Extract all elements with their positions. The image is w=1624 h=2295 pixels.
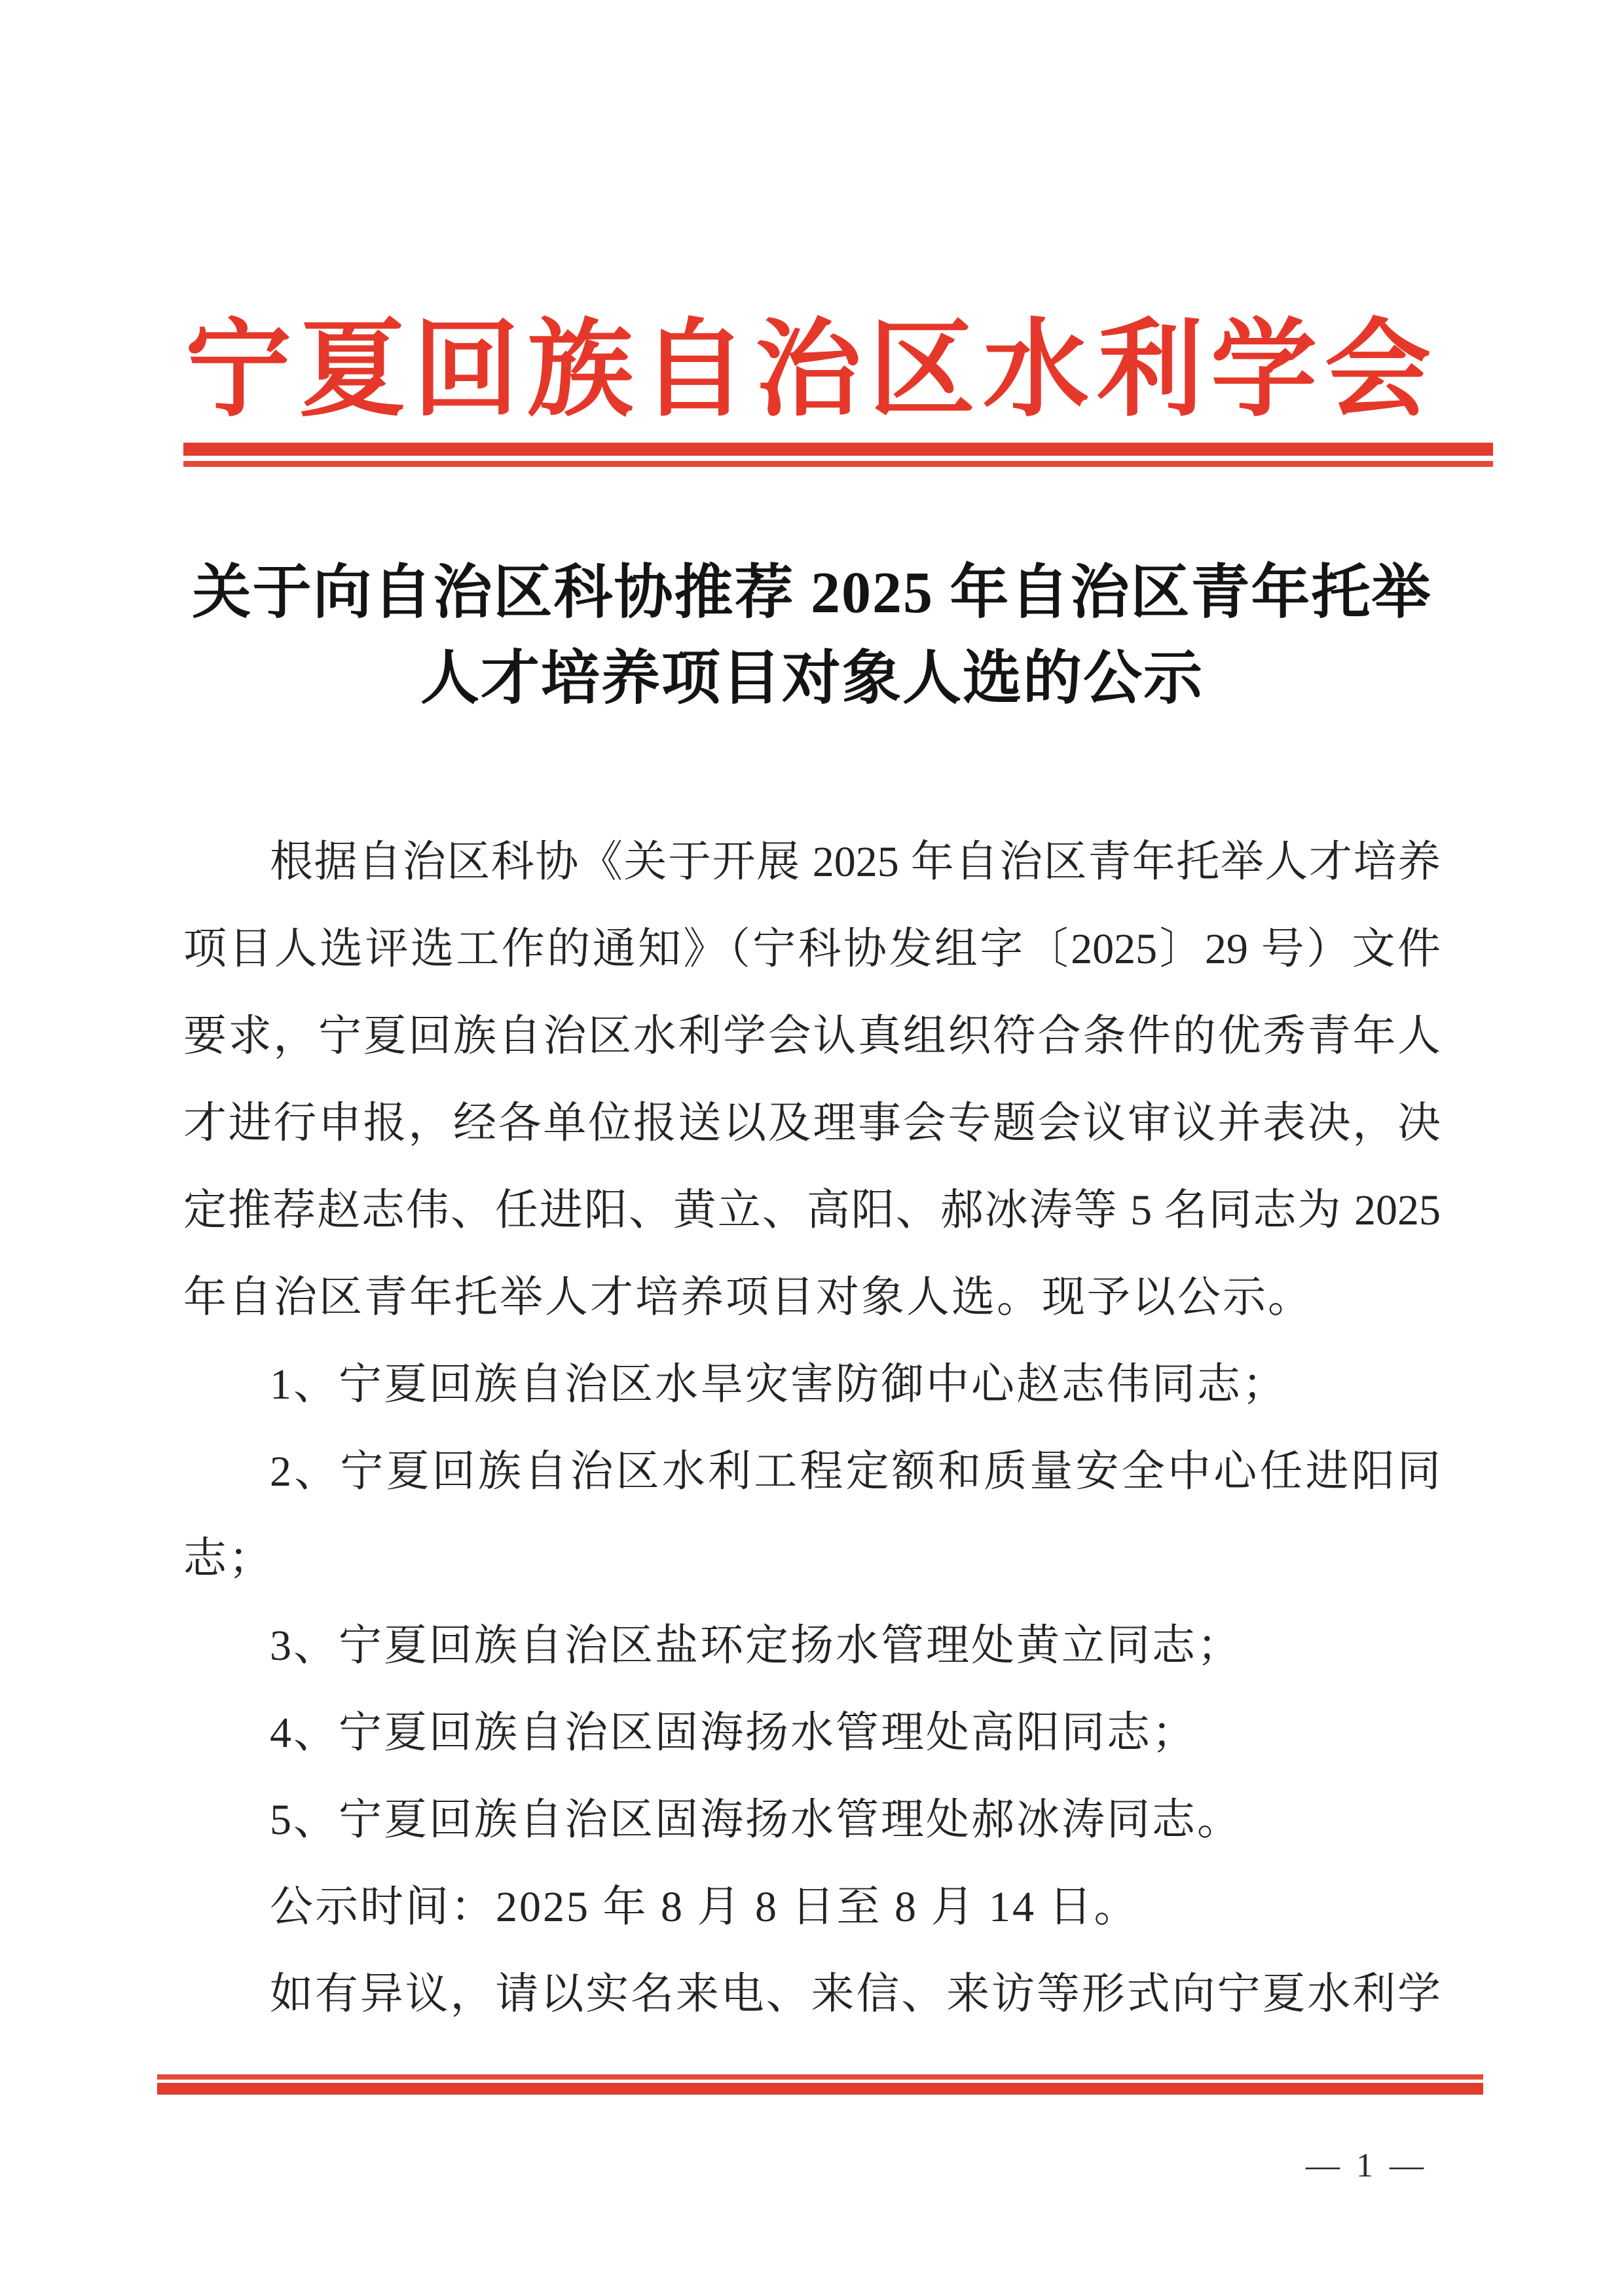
document-title (92, 550, 1532, 722)
letterhead-org-name: 宁夏回族自治区水利学会 (185, 312, 1439, 430)
body-line: 4、宁夏回族自治区固海扬水管理处高阳同志； (270, 1709, 1197, 1757)
letterhead-rule-thick (183, 443, 1493, 456)
body-line: 1、宁夏回族自治区水旱灾害防御中心赵志伟同志； (270, 1361, 1287, 1408)
body-line: 3、宁夏回族自治区盐环定扬水管理处黄立同志； (270, 1622, 1242, 1670)
body-line: 项目人选评选工作的通知》（宁科协发组字〔2025〕29 号）文件 (183, 925, 1441, 973)
document-title-line-2: 人才培养项目对象人选的公示 (420, 646, 1204, 711)
body-line: 年自治区青年托举人才培养项目对象人选。现予以公示。 (183, 1274, 1313, 1321)
body-line: 5、宁夏回族自治区固海扬水管理处郝冰涛同志。 (270, 1796, 1242, 1844)
body-line: 根据自治区科协《关于开展 2025 年自治区青年托举人才培养 (270, 838, 1441, 886)
footer-rule-thin (157, 2074, 1483, 2080)
footer-rule-thick (157, 2083, 1483, 2095)
document-body (183, 818, 1441, 2038)
body-line: 2、宁夏回族自治区水利工程定额和质量安全中心任进阳同 (270, 1448, 1441, 1496)
body-line: 才进行申报，经各单位报送以及理事会专题会议审议并表决，决 (183, 1099, 1441, 1147)
page-number: — 1 — (1306, 2147, 1428, 2184)
letterhead-rule-thin (183, 461, 1493, 467)
body-line: 公示时间：2025 年 8 月 8 日至 8 月 14 日。 (270, 1883, 1139, 1931)
body-line: 志； (183, 1535, 274, 1583)
document-title-line-1: 关于向自治区科协推荐 2025 年自治区青年托举 (192, 560, 1432, 625)
body-line: 如有异议，请以实名来电、来信、来访等形式向宁夏水利学 (270, 1970, 1441, 2018)
body-line: 定推荐赵志伟、任进阳、黄立、高阳、郝冰涛等 5 名同志为 2025 (183, 1186, 1441, 1234)
body-line: 要求，宁夏回族自治区水利学会认真组织符合条件的优秀青年人 (183, 1012, 1441, 1060)
